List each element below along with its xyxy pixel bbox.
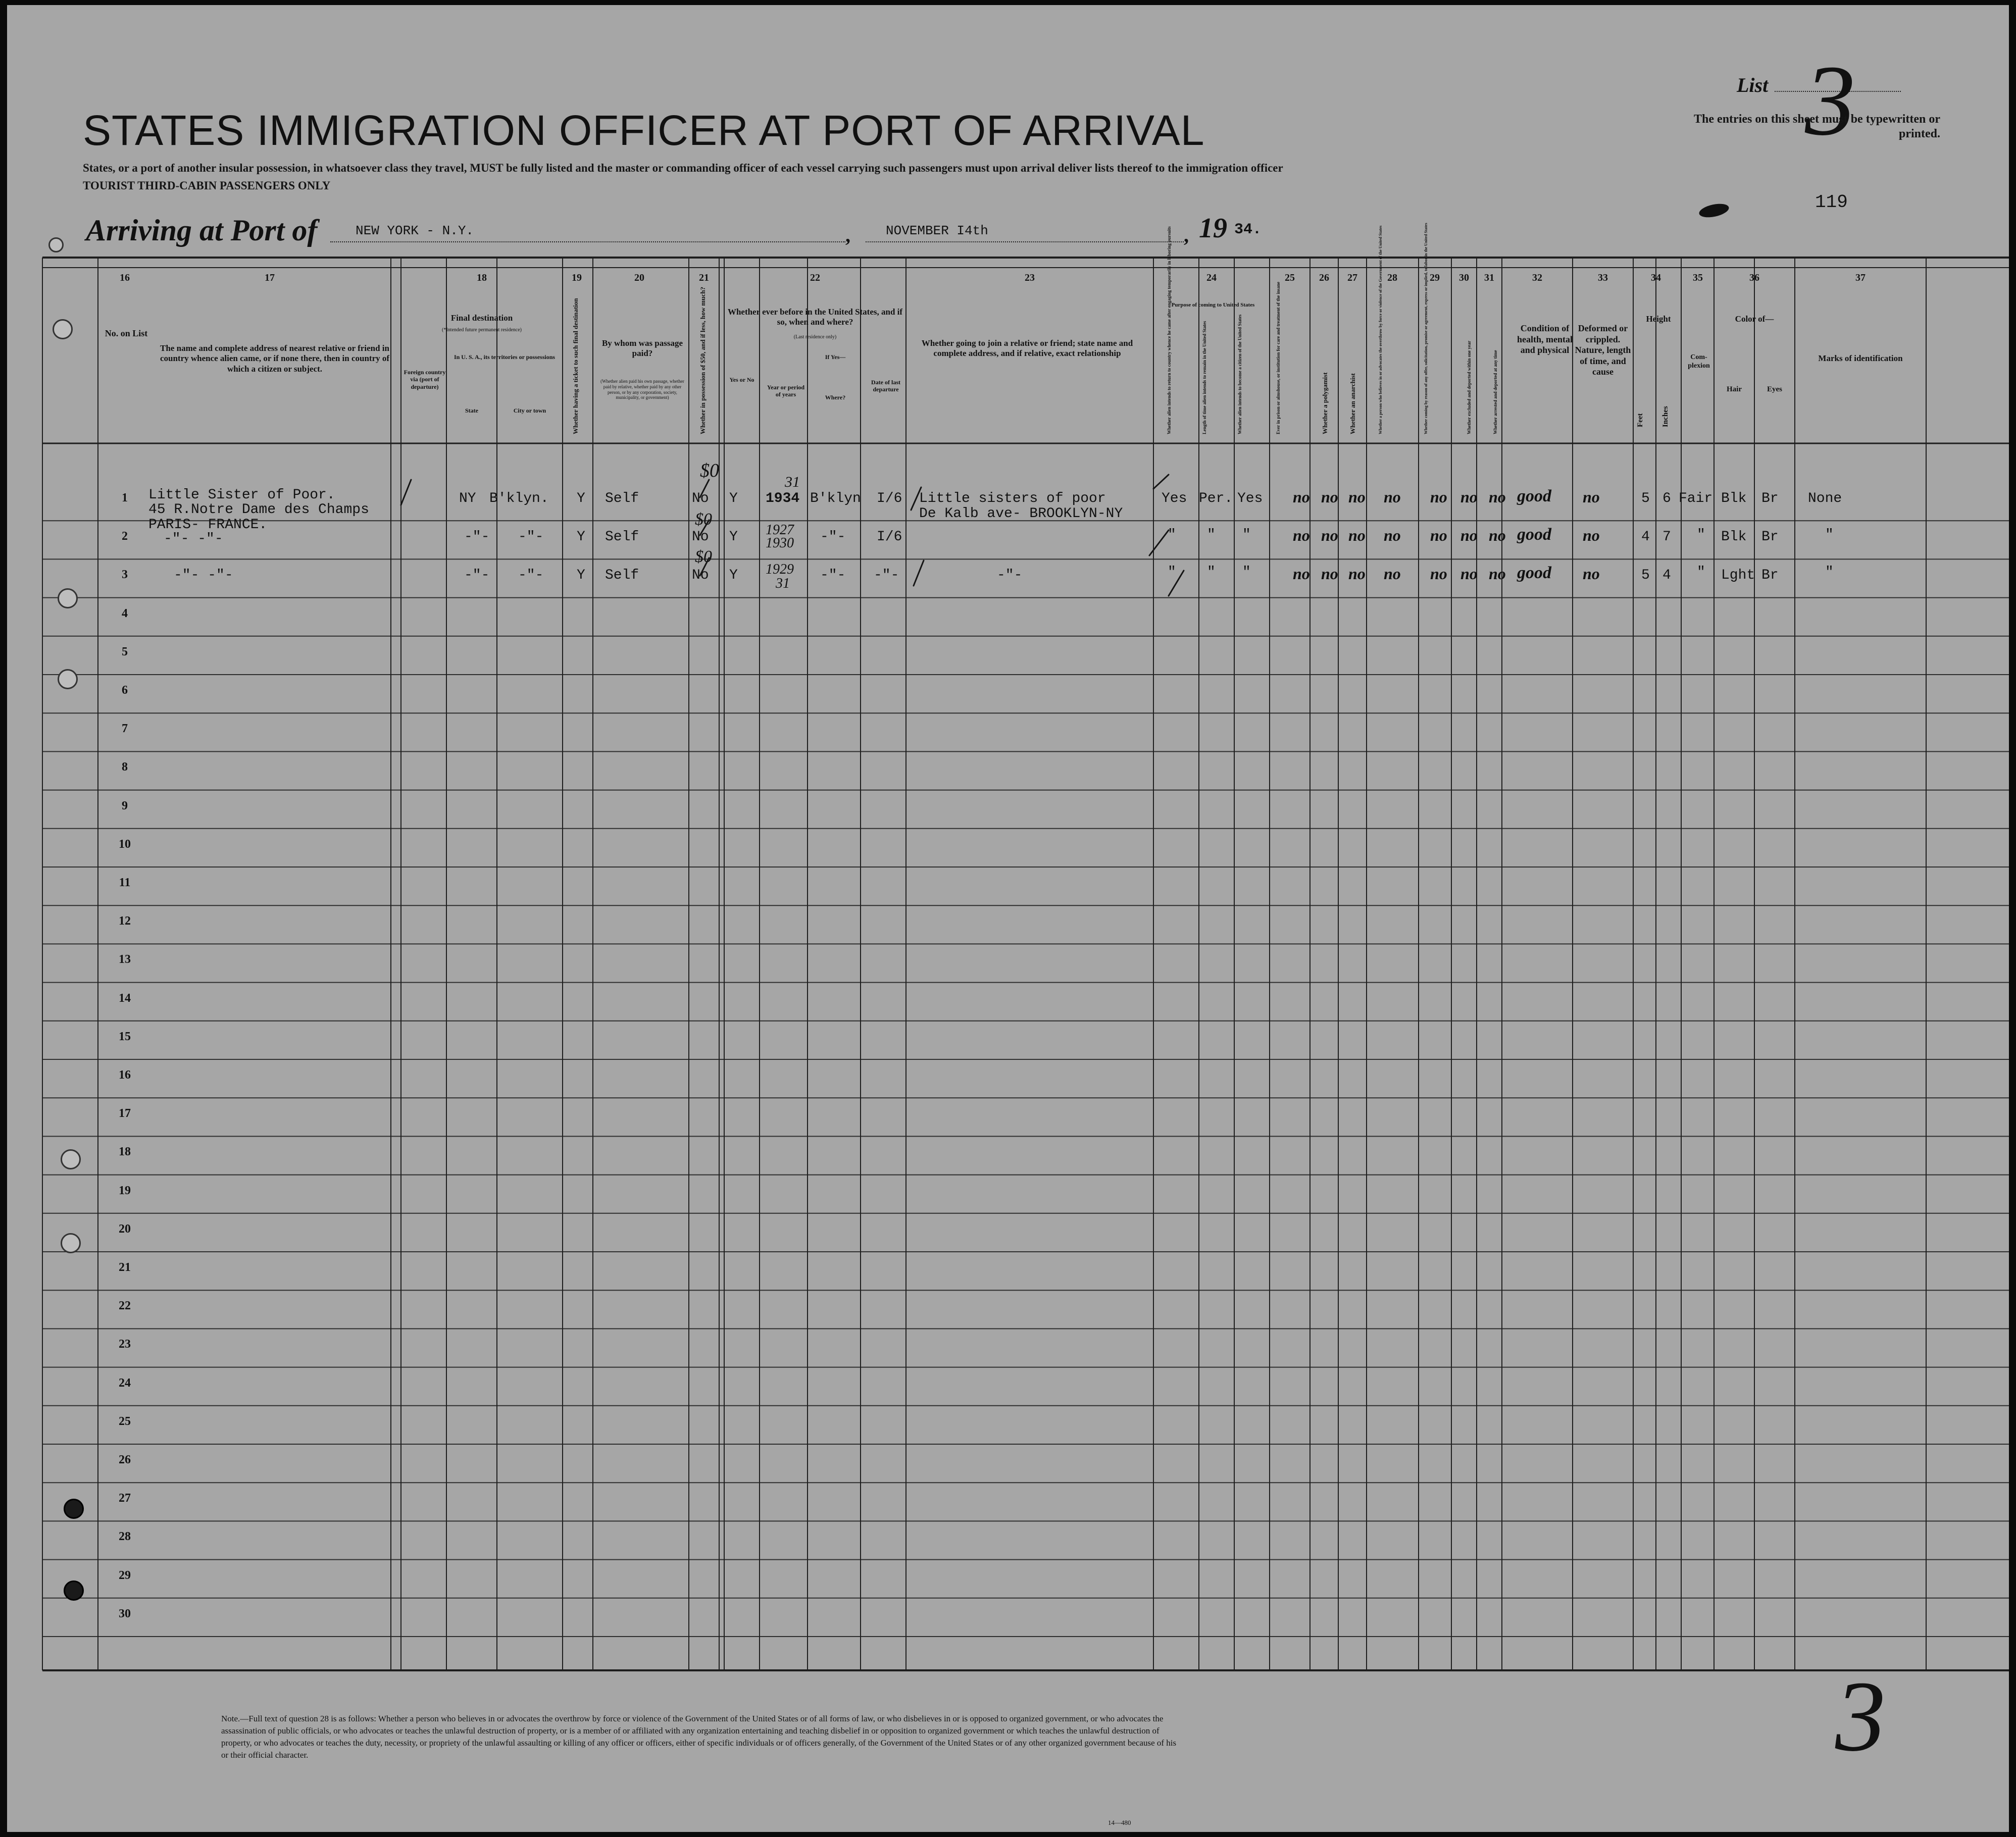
pen-marks xyxy=(7,5,2009,1832)
header-year-period: Year or period of years xyxy=(767,384,805,398)
row1-hair: Blk xyxy=(1721,491,1747,506)
row-number: 11 xyxy=(119,876,131,889)
row3-eyes: Br xyxy=(1761,568,1779,583)
row2-purpose-a: " xyxy=(1168,527,1176,543)
row-number: 29 xyxy=(119,1568,131,1582)
arrival-date: NOVEMBER I4th xyxy=(886,223,988,238)
row1-eyes: Br xyxy=(1761,491,1779,506)
binder-hole-1 xyxy=(53,319,73,339)
slash-money-1 xyxy=(700,480,709,497)
form-code: 14—480 xyxy=(1108,1819,1131,1826)
row1-purpose-a: Yes xyxy=(1162,491,1187,506)
row2-q31: no xyxy=(1489,526,1506,544)
row3-paid-by: Self xyxy=(605,568,639,583)
row3-q31: no xyxy=(1489,565,1506,583)
header-length-stay: Length of time alien intends to remain in the United States xyxy=(1202,321,1207,434)
row2-where: -"- xyxy=(820,529,846,545)
row1-q31: no xyxy=(1489,488,1506,506)
row1-state: NY xyxy=(459,491,476,506)
header-marks: Marks of identification xyxy=(1818,353,1903,363)
column-number: 24 xyxy=(1206,272,1217,283)
row2-purpose-b: " xyxy=(1207,527,1216,543)
column-number: 20 xyxy=(634,272,644,283)
row3-been-before: Y xyxy=(729,568,738,583)
port-value: NEW YORK - N.Y. xyxy=(356,223,474,238)
row-number: 5 xyxy=(122,645,128,658)
header-if-yes: If Yes— xyxy=(825,353,846,361)
row2-state: -"- xyxy=(464,529,490,545)
row2-q29: no xyxy=(1430,526,1447,544)
row2-q25: no xyxy=(1293,526,1310,544)
row2-marks: " xyxy=(1825,527,1834,543)
row3-money: No xyxy=(692,568,709,583)
header-height: Height xyxy=(1646,314,1671,324)
header-before-us: Whether ever before in the United States, and if so, when and where? xyxy=(727,307,903,327)
row1-q25: no xyxy=(1293,488,1310,506)
checkmark-6 xyxy=(1169,571,1184,596)
header-feet: Feet xyxy=(1636,413,1644,427)
row-number: 20 xyxy=(119,1222,131,1236)
column-number: 21 xyxy=(699,272,709,283)
column-number: 26 xyxy=(1319,272,1329,283)
header-final-destination-sub: (*Intended future permanent residence) xyxy=(442,327,522,333)
header-by-whom: By whom was passage paid? xyxy=(601,338,683,359)
form-title: STATES IMMIGRATION OFFICER AT PORT OF ARRIVAL xyxy=(83,107,1205,154)
column-number: 30 xyxy=(1459,272,1469,283)
row2-relative-line1: PARIS- FRANCE. xyxy=(148,517,268,533)
row-number: 18 xyxy=(119,1145,131,1159)
row1-paid-by: Self xyxy=(605,491,639,506)
column-number: 35 xyxy=(1693,272,1703,283)
row2-ticket: Y xyxy=(577,529,585,545)
row2-paid-by: Self xyxy=(605,529,639,545)
row1-years: 1934 xyxy=(766,491,800,506)
header-final-destination: Final destination xyxy=(450,313,513,323)
row-number: 9 xyxy=(122,799,128,812)
row-number: 24 xyxy=(119,1376,131,1390)
checkmark-2 xyxy=(911,487,921,510)
header-city: City or town xyxy=(513,407,546,414)
row2-feet: 4 xyxy=(1641,529,1650,545)
header-condition: Condition of health, mental and physical xyxy=(1517,323,1573,355)
row3-feet: 5 xyxy=(1641,568,1650,583)
row1-q26: no xyxy=(1321,488,1338,506)
header-anarchist: Whether an anarchist xyxy=(1349,373,1356,434)
row2-years-hw: 1927 xyxy=(766,522,794,538)
header-money: Whether in possession of $50, and if less, how much? xyxy=(699,287,707,434)
row1-relative-line1: Little Sister of Poor. xyxy=(148,487,335,503)
row3-q26: no xyxy=(1321,565,1338,583)
row2-q27: no xyxy=(1348,526,1366,544)
column-number: 36 xyxy=(1749,272,1759,283)
column-number: 29 xyxy=(1430,272,1440,283)
column-number: 27 xyxy=(1347,272,1357,283)
list-number: 3 xyxy=(1805,45,1855,157)
row-number: 16 xyxy=(119,1068,131,1082)
row1-departure: I/6 xyxy=(877,491,902,506)
row1-relative-line2: 45 R.Notre Dame des Champs xyxy=(148,502,369,518)
row1-joining-line2: De Kalb ave- BROOKLYN-NY xyxy=(919,506,1123,522)
binder-hole-5 xyxy=(61,1233,81,1253)
row1-money-hw: $0 xyxy=(700,460,719,481)
row1-deformed: no xyxy=(1583,488,1600,506)
column-number: 17 xyxy=(265,272,275,283)
binder-hole-6 xyxy=(64,1499,84,1519)
year-suffix: 34. xyxy=(1234,221,1262,238)
row3-years-hw: 31 xyxy=(776,576,790,591)
row1-been-before: Y xyxy=(729,491,738,506)
row3-purpose-a: " xyxy=(1168,565,1176,580)
header-complexion: Com- plexion xyxy=(1688,353,1710,370)
row-number: 8 xyxy=(122,760,128,774)
row1-where: B'klyn xyxy=(810,491,861,506)
row2-complexion: " xyxy=(1697,527,1705,543)
column-number: 31 xyxy=(1484,272,1494,283)
checkmark-4 xyxy=(1153,475,1169,489)
row2-q30: no xyxy=(1460,526,1478,544)
row3-years: 1929 xyxy=(766,562,794,577)
row-number: 7 xyxy=(122,722,128,736)
row-number: 4 xyxy=(122,606,128,620)
row2-city: -"- xyxy=(518,529,544,545)
header-joining: Whether going to join a relative or friend; state name and complete address, and if relative, exact relationship xyxy=(921,338,1133,359)
row2-money: No xyxy=(692,529,709,545)
row3-city: -"- xyxy=(518,568,544,583)
header-eyes: Eyes xyxy=(1767,385,1782,393)
column-number: 19 xyxy=(572,272,582,283)
comma-2: , xyxy=(1184,224,1189,246)
row-number: 12 xyxy=(119,914,131,928)
row3-money-hw: $0 xyxy=(695,547,712,566)
checkmark-3 xyxy=(914,560,924,586)
header-q28: Whether a person who believes in or advocates the overthrow by force or violence of the Government of the United States xyxy=(1378,225,1383,434)
header-color-of: Color of— xyxy=(1735,314,1774,324)
row2-q26: no xyxy=(1321,526,1338,544)
binder-hole-3 xyxy=(58,669,78,689)
row-number: 6 xyxy=(122,684,128,697)
row3-health: good xyxy=(1517,564,1551,582)
header-polygamist: Whether a polygamist xyxy=(1321,372,1329,434)
row3-inches: 4 xyxy=(1662,568,1671,583)
row-number: 14 xyxy=(119,991,131,1005)
list-label: List xyxy=(1737,74,1769,96)
entries-note: The entries on this sheet must be typewritten or printed. xyxy=(1694,113,1940,140)
comma-1: , xyxy=(845,224,850,246)
row1-feet: 5 xyxy=(1641,491,1650,506)
binder-hole-2 xyxy=(58,588,78,608)
row-number: 1 xyxy=(122,491,128,504)
row1-q28: no xyxy=(1384,488,1401,506)
binder-hole-7 xyxy=(64,1580,84,1601)
row2-departure: I/6 xyxy=(877,529,902,545)
page-number-bottom: 3 xyxy=(1835,1661,1886,1772)
header-citizen: Whether alien intends to become a citizen of the United States xyxy=(1237,314,1242,434)
row3-hair: Lght xyxy=(1721,568,1755,583)
column-number: 25 xyxy=(1285,272,1295,283)
slash-money-2 xyxy=(700,520,709,535)
row-number: 22 xyxy=(119,1299,131,1313)
header-q29: Whether coming by reason of any offer, solicitation, promise or agreement, express or implied, to labor in the United States xyxy=(1424,223,1428,434)
row3-purpose-b: " xyxy=(1207,565,1216,580)
row1-money: No xyxy=(692,491,709,506)
row1-q30: no xyxy=(1460,488,1478,506)
column-number: 32 xyxy=(1532,272,1542,283)
checkmark-5 xyxy=(1149,530,1169,555)
row2-purpose-c: " xyxy=(1242,527,1251,543)
header-return: Whether alien intends to return to country whence he came after engaging temporarily in laboring pursuits xyxy=(1167,226,1172,434)
row3-q27: no xyxy=(1348,565,1366,583)
passenger-class: TOURIST THIRD-CABIN PASSENGERS ONLY xyxy=(83,179,331,192)
header-deformed: Deformed or crippled. Nature, length of time, and cause xyxy=(1575,323,1631,377)
header-where: Where? xyxy=(825,394,846,401)
row1-complexion: Fair xyxy=(1679,491,1713,506)
column-number: 16 xyxy=(120,272,130,283)
row-number: 3 xyxy=(122,568,128,582)
row1-purpose-c: Yes xyxy=(1237,491,1263,506)
row-number: 30 xyxy=(119,1607,131,1620)
row-number: 25 xyxy=(119,1414,131,1428)
row3-q28: no xyxy=(1384,565,1401,583)
row3-departure: -"- xyxy=(874,568,899,583)
row3-state: -"- xyxy=(464,568,490,583)
row1-city: B'klyn. xyxy=(489,491,549,506)
header-hair: Hair xyxy=(1727,385,1742,393)
row2-hair: Blk xyxy=(1721,529,1747,545)
stamp-number: 119 xyxy=(1815,192,1848,213)
row3-complexion: " xyxy=(1697,565,1705,580)
row-number: 27 xyxy=(119,1492,131,1505)
row-number: 23 xyxy=(119,1338,131,1351)
column-number: 28 xyxy=(1387,272,1397,283)
row-number: 13 xyxy=(119,953,131,966)
slash-money-3 xyxy=(700,558,709,576)
row3-marks: " xyxy=(1825,565,1834,580)
row2-been-before: Y xyxy=(729,529,738,545)
row1-q27: no xyxy=(1348,488,1366,506)
row2-deformed: no xyxy=(1583,526,1600,544)
row3-q25: no xyxy=(1293,565,1310,583)
header-inches: Inches xyxy=(1661,406,1670,427)
row2-inches: 7 xyxy=(1662,529,1671,545)
header-yes-no: Yes or No xyxy=(729,376,754,383)
row1-health: good xyxy=(1517,487,1551,505)
header-q30: Whether excluded and deported within one year xyxy=(1467,340,1472,434)
row1-marks: None xyxy=(1808,491,1842,506)
header-before-us-sub: (Last residence only) xyxy=(793,334,837,340)
header-state: State xyxy=(465,407,478,414)
year-prefix: 19 xyxy=(1199,213,1227,244)
binder-hole-4 xyxy=(61,1149,81,1169)
row-number: 19 xyxy=(119,1184,131,1197)
row1-q29: no xyxy=(1430,488,1447,506)
row2-years: 1930 xyxy=(766,535,794,551)
column-number: 34 xyxy=(1651,272,1661,283)
header-foreign-country: Foreign country via (port of departure) xyxy=(404,369,446,390)
checkmark-1 xyxy=(401,480,411,505)
row3-deformed: no xyxy=(1583,565,1600,583)
binder-hole-0 xyxy=(48,237,64,252)
row2-health: good xyxy=(1517,525,1551,544)
row3-q30: no xyxy=(1460,565,1478,583)
column-number: 18 xyxy=(477,272,487,283)
row-number: 21 xyxy=(119,1261,131,1274)
column-number: 33 xyxy=(1598,272,1608,283)
row-number: 15 xyxy=(119,1030,131,1043)
footnote-question-28: Note.—Full text of question 28 is as follows: Whether a person who believes in or advocates the overthrow by force or violence of the Government of the United States or of all forms of law, or who disbelieves in or is opposed to organized government, or who advocates the assassination of public officials, or who advocates or teaches the unlawful destruction of property, or is a member of or affiliated with any organization entertaining and teaching disbelief in or opposition to organized government or which teaches the unlawful destruction of property, or who advocates or teaches the duty, necessity, or propriety of the unlawful assaulting or killing of any officer or officers, either of specific individuals or of officers generally, of the Government of the United States or of any other organized government because of his or their official character. xyxy=(221,1714,1177,1760)
column-number: 37 xyxy=(1855,272,1866,283)
instruction-text: States, or a port of another insular possession, in whatsoever class they travel, MUST be fully listed and the master or commanding officer of each vessel carrying such passengers must upon arrival deliver lists thereof to the immigration officer xyxy=(83,162,1283,174)
row3-where: -"- xyxy=(820,568,846,583)
header-date-departure: Date of last departure xyxy=(871,379,900,393)
column-number: 22 xyxy=(810,272,820,283)
row1-years-hw: 31 xyxy=(785,474,800,490)
header-no-on-list: No. on List xyxy=(105,328,148,338)
header-in-usa: In U. S. A., its territories or possessions xyxy=(453,353,556,361)
row2-money-hw: $0 xyxy=(695,510,712,529)
header-relative: The name and complete address of nearest relative or friend in country whence alien came, or if none there, then in country of which a citizen or subject. xyxy=(160,343,390,374)
row3-relative-line1: -"- -"- xyxy=(174,568,233,583)
manifest-sheet xyxy=(7,5,2009,1832)
row-number: 28 xyxy=(119,1530,131,1544)
header-prison: Ever in prison or almshouse, or institution for care and treatment of the insane xyxy=(1276,281,1281,434)
column-number: 23 xyxy=(1025,272,1035,283)
row-number: 2 xyxy=(122,530,128,543)
row1-inches: 6 xyxy=(1662,491,1671,506)
row3-joining-line1: -"- xyxy=(997,568,1023,583)
header-by-whom-sub: (Whether alien paid his own passage, whether paid by relative, whether paid by any other person, or by any corporation, society, municipality, or government) xyxy=(600,379,684,400)
row-number: 17 xyxy=(119,1107,131,1120)
row2-eyes: Br xyxy=(1761,529,1779,545)
header-q31: Whether arrested and deported at any time xyxy=(1493,350,1498,434)
row1-ticket: Y xyxy=(577,491,585,506)
row3-q29: no xyxy=(1430,565,1447,583)
row3-ticket: Y xyxy=(577,568,585,583)
row1-purpose-b: Per. xyxy=(1199,491,1233,506)
row-number: 26 xyxy=(119,1453,131,1466)
row1-joining-line1: Little sisters of poor xyxy=(919,491,1106,506)
port-label: Arriving at Port of xyxy=(86,214,318,247)
row2-relative-line2: -"- -"- xyxy=(164,531,223,547)
row2-q28: no xyxy=(1384,526,1401,544)
row3-purpose-c: " xyxy=(1242,565,1251,580)
header-ticket: Whether having a ticket to such final destination xyxy=(572,298,579,434)
header-purpose: Purpose of coming to United States xyxy=(1171,302,1255,308)
row-number: 10 xyxy=(119,837,131,851)
